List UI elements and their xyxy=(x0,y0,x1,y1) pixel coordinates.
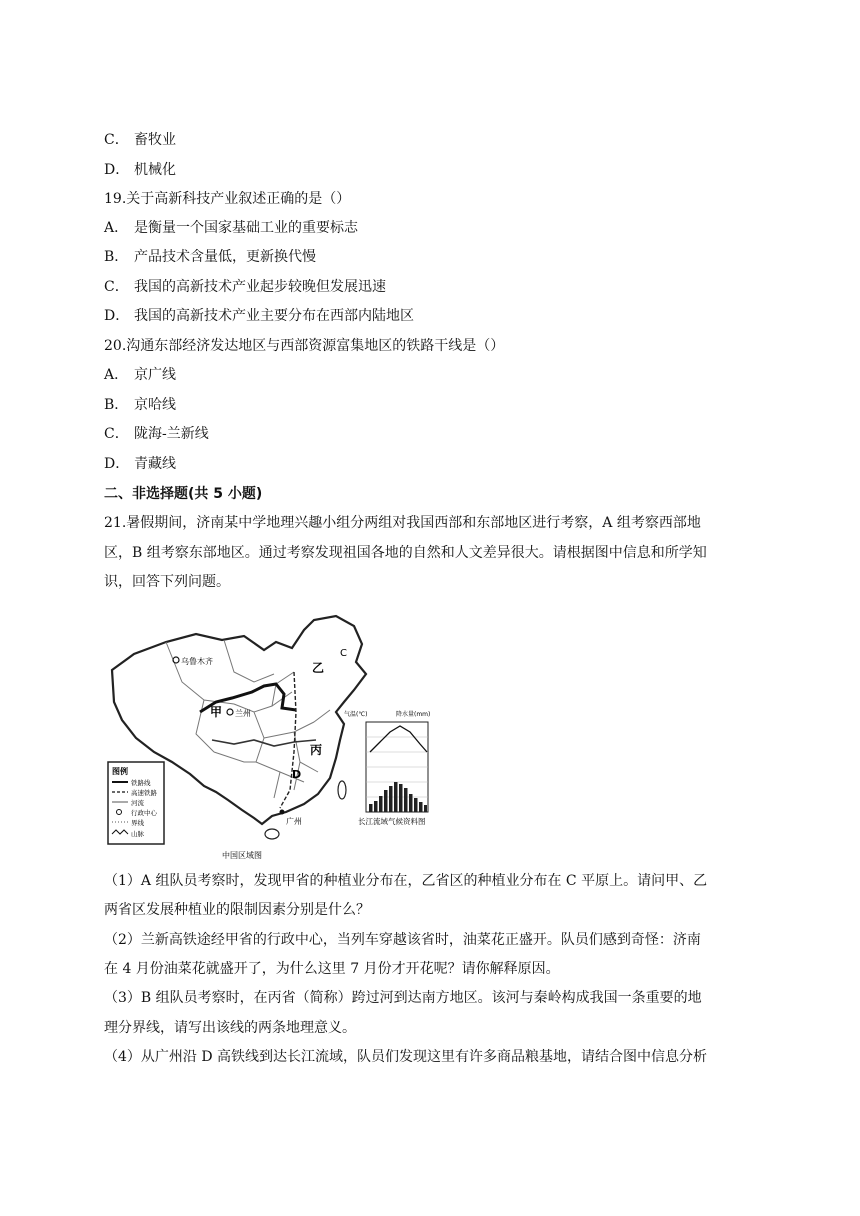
q19-option-c: C． 我国的高新技术产业起步较晚但发展迅速 xyxy=(104,279,386,295)
climate-caption: 长江流域气候资料图 xyxy=(358,817,426,826)
q21-line-1: 21.暑假期间，济南某中学地理兴趣小组分两组对我国西部和东部地区进行考察，A 组考察西部地 xyxy=(104,515,701,531)
legend-item-0: 铁路线 xyxy=(131,779,151,787)
q19-option-a: A． 是衡量一个国家基础工业的重要标志 xyxy=(104,220,358,236)
label-d: D xyxy=(292,768,302,781)
q21-line-3: 识，回答下列问题。 xyxy=(104,574,230,590)
legend-item-5: 山脉 xyxy=(131,830,144,838)
question-19-stem: 19.关于高新科技产业叙述正确的是（） xyxy=(104,191,351,207)
map-legend xyxy=(108,762,164,844)
question-20-stem: 20.沟通东部经济发达地区与西部资源富集地区的铁路干线是（） xyxy=(104,338,505,354)
q21-sub1-line-2: 两省区发展种植业的限制因素分别是什么？ xyxy=(104,902,370,918)
q21-line-2: 区，B 组考察东部地区。通过考察发现祖国各地的自然和人文差异很大。请根据图中信息和所学知 xyxy=(104,545,707,561)
q20-option-c: C． 陇海-兰新线 xyxy=(104,426,209,442)
city-wulumuqi: 乌鲁木齐 xyxy=(181,657,213,666)
q21-sub4-line-1: （4）从广州沿 D 高铁线到达长江流域，队员们发现这里有许多商品粮基地，请结合图中信息分析 xyxy=(104,1049,708,1065)
label-jia: 甲 xyxy=(210,705,223,719)
legend-item-1: 高速铁路 xyxy=(131,789,157,797)
city-guangzhou-marker xyxy=(280,810,285,815)
legend-item-3: 行政中心 xyxy=(131,809,157,817)
q19-option-d: D． 我国的高新技术产业主要分布在西部内陆地区 xyxy=(104,308,414,324)
section-2-heading: 二、非选择题(共 5 小题) xyxy=(104,486,263,502)
q21-sub2-line-1: （2）兰新高铁途经甲省的行政中心，当列车穿越该省时，油菜花正盛开。队员们感到奇怪：济南 xyxy=(104,932,701,948)
q21-sub3-line-1: （3）B 组队员考察时，在丙省（简称）跨过河到达南方地区。该河与秦岭构成我国一条重要的地 xyxy=(104,990,702,1006)
china-map-figure xyxy=(104,612,454,862)
option-d-prev: D． 机械化 xyxy=(104,162,176,178)
label-bing: 丙 xyxy=(310,743,323,757)
legend-title: 图例 xyxy=(112,767,128,776)
q21-sub1-line-1: （1）A 组队员考察时，发现甲省的种植业分布在，乙省区的种植业分布在 C 平原上。请问甲、乙 xyxy=(104,873,708,889)
option-c-prev: C． 畜牧业 xyxy=(104,132,176,148)
legend-item-2: 河流 xyxy=(131,799,144,807)
climate-chart xyxy=(344,710,430,826)
label-c: C xyxy=(340,648,347,659)
city-lanzhou: 兰州 xyxy=(235,709,251,718)
q21-sub2-line-2: 在 4 月份油菜花就盛开了，为什么这里 7 月份才开花呢？请你解释原因。 xyxy=(104,961,560,977)
q20-option-d: D． 青藏线 xyxy=(104,456,176,472)
q21-sub3-line-2: 理分界线，请写出该线的两条地理意义。 xyxy=(104,1020,356,1036)
map-caption: 中国区域图 xyxy=(222,851,262,860)
q20-option-a: A． 京广线 xyxy=(104,367,176,383)
hainan-island xyxy=(265,829,279,839)
taiwan-island xyxy=(338,781,346,799)
q19-option-b: B． 产品技术含量低，更新换代慢 xyxy=(104,249,316,265)
climate-right-axis-label: 降水量(mm) xyxy=(396,711,431,718)
climate-left-axis-label: 气温(℃) xyxy=(344,711,368,718)
legend-item-4: 界线 xyxy=(131,819,144,827)
city-guangzhou: 广州 xyxy=(286,817,302,826)
label-yi: 乙 xyxy=(312,661,325,675)
q20-option-b: B． 京哈线 xyxy=(104,397,176,413)
